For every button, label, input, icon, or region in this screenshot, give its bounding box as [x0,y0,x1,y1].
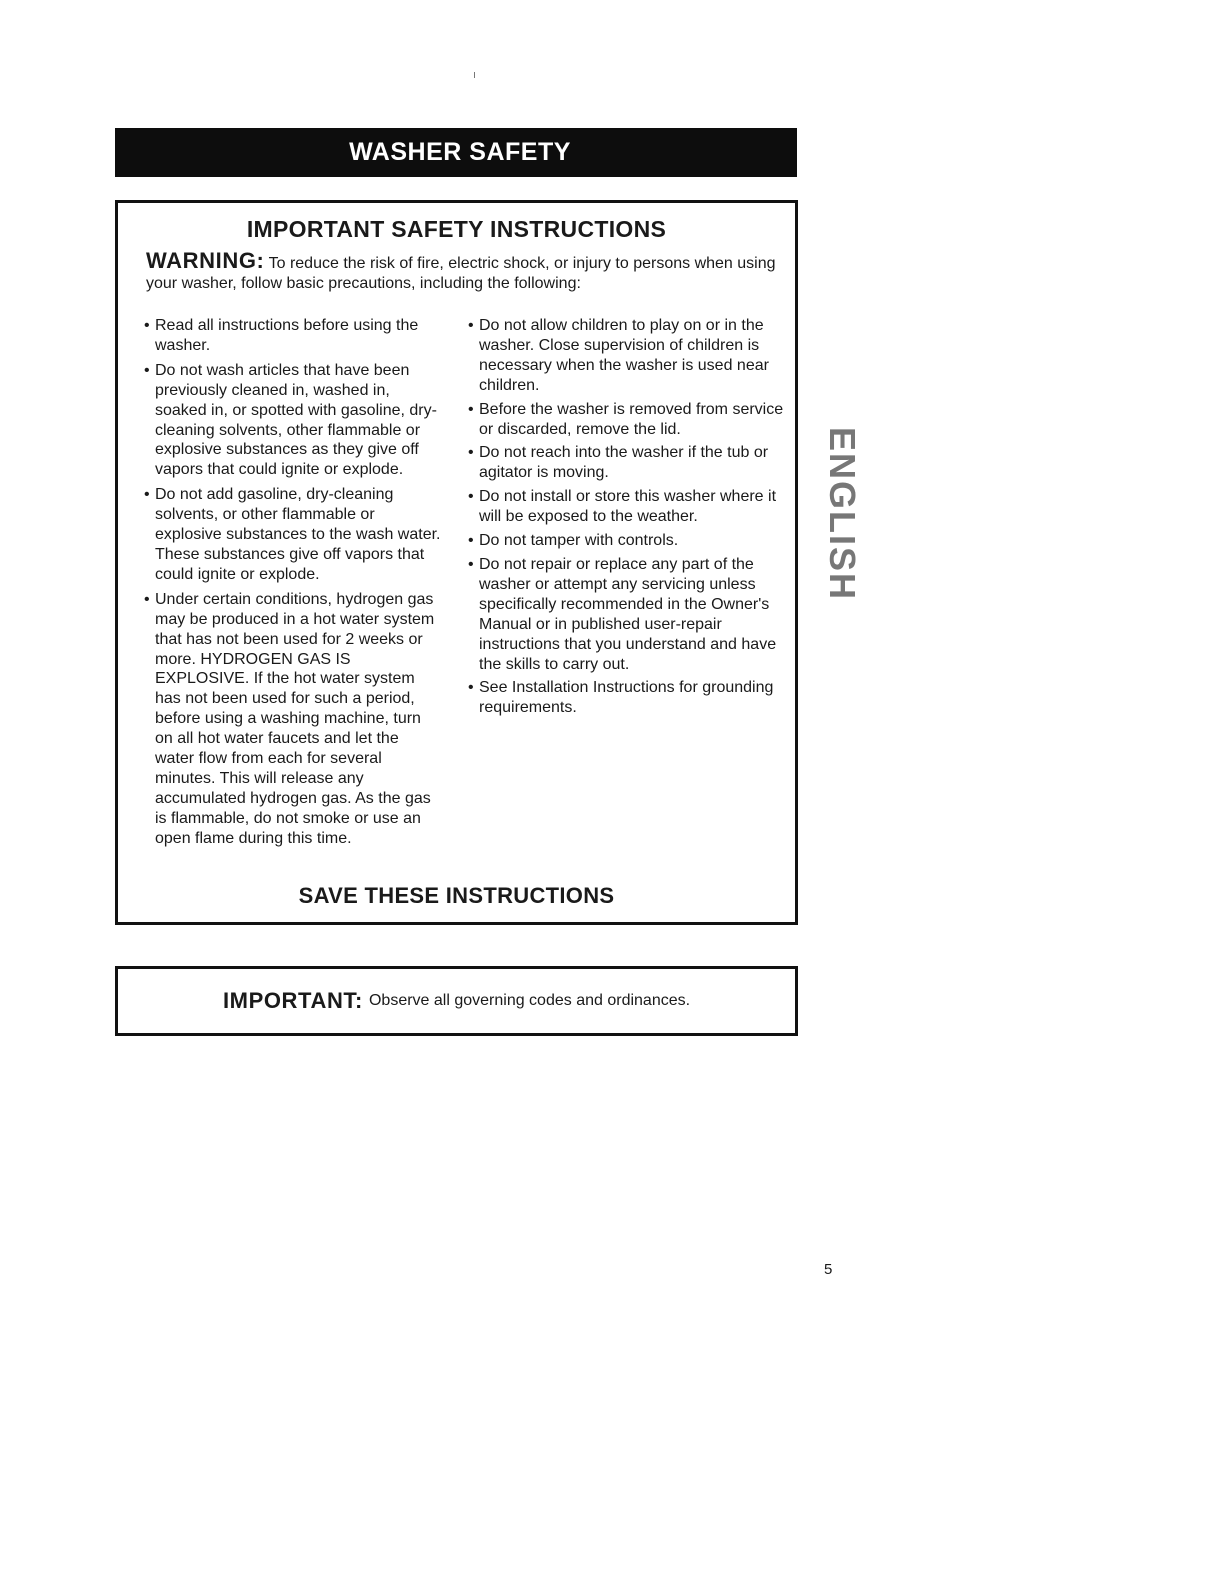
left-column [142,316,442,854]
box-title: IMPORTANT SAFETY INSTRUCTIONS [246,216,667,242]
section-header [115,128,797,177]
list-item: • Before the washer is removed from service or discarded, remove the lid. [466,400,791,440]
right-column [466,316,791,722]
language-label: ENGLISH [822,426,864,602]
list-item: • Under certain conditions, hydrogen gas may be produced in a hot water system that has not been used for 2 weeks or more. HYDROGEN GAS IS EXPLOSIVE. If the hot water system has not been used for such a period, before using a washing machine, turn on all hot water faucets and let the water flow from each for several minutes. This will release any accumulated hydrogen gas. As the gas is flammable, do not smoke or use an open flame during this time. [142,590,442,849]
list-item: • Do not wash articles that have been previously cleaned in, washed in, soaked in, or spotted with gasoline, dry-cleaning solvents, other flammable or explosive substances as they give off vapors that could ignite or explode. [142,361,442,480]
important-notice-box [115,966,798,1036]
list-item: • Do not allow children to play on or in the washer. Close supervision of children is necessary when the washer is used near children. [466,316,791,396]
important-text: Observe all governing codes and ordinances. [368,992,691,1009]
scan-mark [474,72,475,78]
warning-label: WARNING: [146,248,265,273]
list-item: • Do not tamper with controls. [466,531,791,551]
warning-paragraph [146,248,776,294]
warning-text: To reduce the risk of fire, electric shock, or injury to persons when using your washer, follow basic precautions, including the following: [146,255,776,292]
right-instruction-list [466,316,791,718]
list-item: • Do not reach into the washer if the tub or agitator is moving. [466,443,791,483]
save-instructions-footer: SAVE THESE INSTRUCTIONS [298,883,615,908]
list-item: • Do not add gasoline, dry-cleaning solvents, or other flammable or explosive substances to the wash water. These substances give off vapors that could ignite or explode. [142,485,442,585]
list-item: • Read all instructions before using the washer. [142,316,442,356]
list-item: • Do not install or store this washer where it will be exposed to the weather. [466,487,791,527]
list-item: • See Installation Instructions for grounding requirements. [466,678,791,718]
important-label: IMPORTANT: [222,988,363,1013]
page-number: 5 [824,1261,833,1278]
left-instruction-list [142,316,442,849]
section-title: WASHER SAFETY [349,138,571,166]
language-side-tab [822,424,862,604]
list-item: • Do not repair or replace any part of the washer or attempt any servicing unless specifically recommended in the Owner's Manual or in published user-repair instructions that you understand and have the skills to carry out. [466,555,791,674]
safety-instructions-box [115,200,798,925]
